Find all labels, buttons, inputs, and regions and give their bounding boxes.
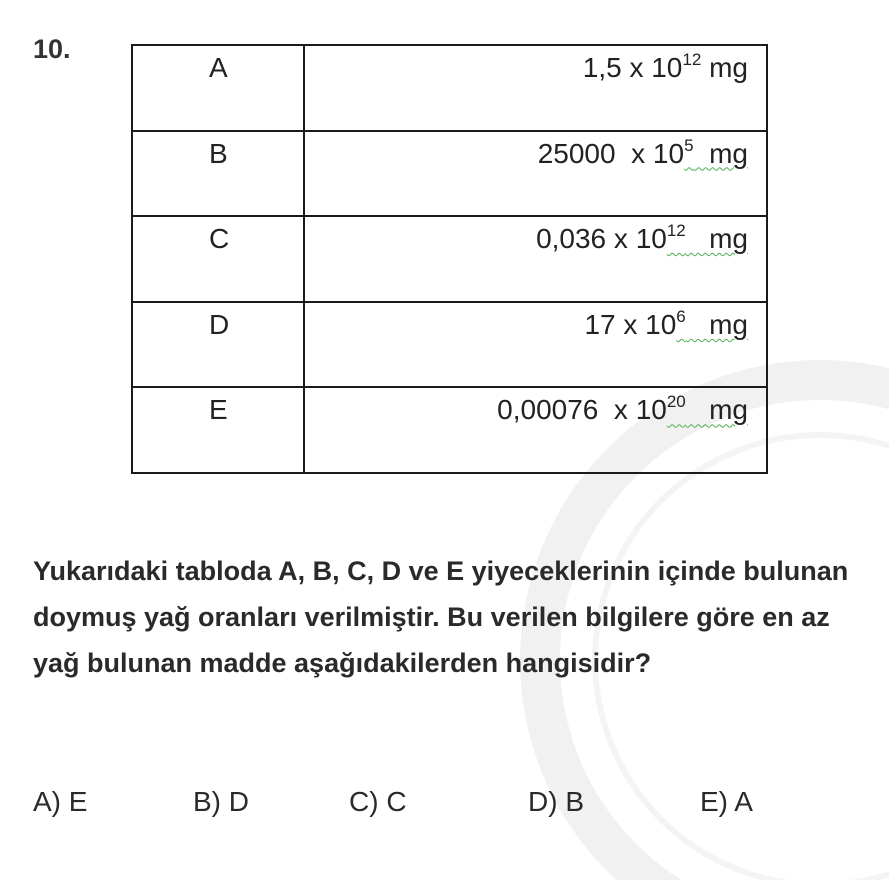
table-row [132, 45, 767, 131]
fat-amount: 1,5 x $10^{12}$ mg [304, 45, 767, 131]
answer-choices [0, 786, 889, 826]
fat-amount: 0,036 x $10^{12}$ mg [304, 216, 767, 302]
question-text: Yukarıdaki tabloda A, B, C, D ve E yiyeceklerinin içinde bulunan doymuş yağ oranları verilmiştir. Bu verilen bilgilere göre en az yağ bulunan madde aşağıdakilerden hangisidir? [33, 556, 849, 678]
food-label: D [132, 302, 304, 388]
table-row [132, 387, 767, 473]
fat-amount: 17 x $10^6$ mg [304, 302, 767, 388]
food-label: A [132, 45, 304, 131]
fat-amount-table [131, 44, 768, 474]
question-number: 10. [33, 34, 71, 64]
choice-a[interactable]: A) E [33, 786, 88, 817]
food-label: C [132, 216, 304, 302]
food-label: B [132, 131, 304, 217]
fat-amount: 25000 x $10^5$ mg [304, 131, 767, 217]
fat-amount: 0,00076 x $10^{20}$ mg [304, 387, 767, 473]
table-row [132, 216, 767, 302]
choice-d[interactable]: D) B [528, 786, 584, 817]
choice-b[interactable]: B) D [193, 786, 249, 817]
choice-c[interactable]: C) C [349, 786, 407, 817]
table-row [132, 131, 767, 217]
table-row [132, 302, 767, 388]
choice-e[interactable]: E) A [700, 786, 753, 817]
food-label: E [132, 387, 304, 473]
